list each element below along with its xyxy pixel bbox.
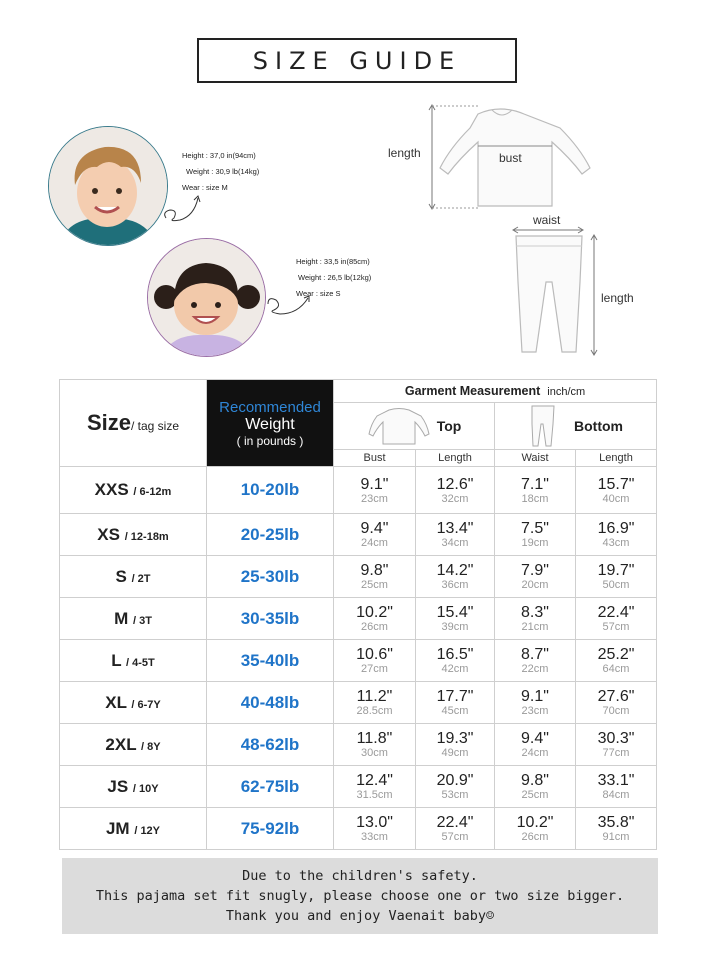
bottom-header xyxy=(495,403,657,450)
cm-value: 25cm xyxy=(361,579,388,591)
waist-header: Waist xyxy=(495,450,576,467)
size-cell xyxy=(60,514,207,556)
garment-measurement-header xyxy=(334,380,657,403)
bust-cell xyxy=(334,724,416,766)
inch-value: 9.4" xyxy=(360,520,389,537)
cm-value: 57cm xyxy=(602,621,630,633)
cm-value: 36cm xyxy=(441,579,469,591)
size-name: JS xyxy=(107,776,129,796)
size-header-label: Size xyxy=(86,410,131,435)
bottom-length-cell xyxy=(576,724,657,766)
kid-info-boy xyxy=(182,148,259,196)
cm-value: 34cm xyxy=(441,537,469,549)
top-length-cell xyxy=(416,682,495,724)
inch-value: 25.2" xyxy=(597,646,635,663)
size-tag: / 2T xyxy=(131,572,151,585)
top-length-cell xyxy=(416,598,495,640)
curl-arrow-icon xyxy=(264,290,314,318)
top-label: Top xyxy=(436,418,462,434)
waist-cell xyxy=(495,467,576,514)
bust-cell xyxy=(334,808,416,850)
inch-value: 11.2" xyxy=(356,688,393,705)
size-name: XXS xyxy=(94,480,129,499)
top-length-cell xyxy=(416,724,495,766)
kid1-wear: Wear : size M xyxy=(182,183,228,192)
inch-value: 15.7" xyxy=(597,475,635,493)
rec-line3: ( in pounds ) xyxy=(236,433,304,448)
bottom-length-cell xyxy=(576,766,657,808)
table-row xyxy=(60,556,657,598)
size-name: S xyxy=(115,566,127,586)
inch-value: 10.2" xyxy=(356,604,393,621)
inch-value: 7.1" xyxy=(521,475,549,493)
rec-line1: Recommended xyxy=(219,398,321,416)
note-line-1: Due to the children's safety. xyxy=(242,868,478,884)
cm-value: 43cm xyxy=(602,537,630,549)
bust-header: Bust xyxy=(334,450,416,467)
note-line-3: Thank you and enjoy Vaenait baby☺ xyxy=(225,908,495,924)
top-length-label: length xyxy=(388,146,421,160)
bust-cell xyxy=(334,598,416,640)
note-line-2: This pajama set fit snugly, please choose one or two size bigger. xyxy=(95,888,625,904)
inch-value: 35.8" xyxy=(597,814,635,831)
inch-value: 22.4" xyxy=(597,604,635,621)
inch-value: 12.6" xyxy=(436,475,474,493)
cm-value: 18cm xyxy=(521,492,549,505)
waist-cell xyxy=(495,682,576,724)
bottom-label: Bottom xyxy=(574,418,623,434)
weight-cell: 40-48lb xyxy=(207,682,334,724)
weight-cell: 48-62lb xyxy=(207,724,334,766)
garment-unit: inch/cm xyxy=(547,386,586,398)
inch-value: 19.7" xyxy=(597,562,635,579)
weight-cell: 62-75lb xyxy=(207,766,334,808)
size-name: XS xyxy=(97,524,120,544)
cm-value: 91cm xyxy=(602,831,630,843)
cm-value: 57cm xyxy=(441,831,469,843)
cm-value: 26cm xyxy=(361,621,388,633)
kid1-weight: Weight : 30,9 lb(14kg) xyxy=(186,167,260,176)
cm-value: 19cm xyxy=(521,537,549,549)
inch-value: 22.4" xyxy=(436,814,474,831)
cm-value: 23cm xyxy=(521,705,549,717)
waist-cell xyxy=(495,640,576,682)
kid2-wear: Wear : size S xyxy=(296,289,341,298)
size-cell xyxy=(60,640,207,682)
rec-line2: Weight xyxy=(245,415,295,433)
cm-value: 39cm xyxy=(441,621,469,633)
inch-value: 8.7" xyxy=(521,646,549,663)
size-cell xyxy=(60,766,207,808)
top-length-header: Length xyxy=(416,450,495,467)
cm-value: 30cm xyxy=(361,747,388,759)
table-row xyxy=(60,514,657,556)
size-header-sub: / tag size xyxy=(131,419,180,433)
size-tag: / 6-7Y xyxy=(131,698,161,711)
inch-value: 20.9" xyxy=(436,772,474,789)
recommended-weight-header xyxy=(207,380,334,467)
top-length-cell xyxy=(416,467,495,514)
bust-cell xyxy=(334,556,416,598)
top-length-cell xyxy=(416,640,495,682)
inch-value: 12.4" xyxy=(356,772,393,789)
waist-cell xyxy=(495,808,576,850)
size-table xyxy=(59,379,657,850)
top-header xyxy=(334,403,495,450)
weight-cell: 30-35lb xyxy=(207,598,334,640)
inch-value: 9.8" xyxy=(521,772,549,789)
waist-cell xyxy=(495,514,576,556)
inch-value: 15.4" xyxy=(436,604,474,621)
top-length-cell xyxy=(416,556,495,598)
size-tag: / 12Y xyxy=(134,824,161,837)
cm-value: 24cm xyxy=(521,747,549,759)
inch-value: 14.2" xyxy=(436,562,474,579)
bust-cell xyxy=(334,467,416,514)
inch-value: 11.8" xyxy=(356,730,393,747)
bottom-length-cell xyxy=(576,682,657,724)
inch-value: 19.3" xyxy=(436,730,474,747)
bottom-length-cell xyxy=(576,467,657,514)
waist-cell xyxy=(495,766,576,808)
table-header-row xyxy=(60,380,657,403)
bottom-garment-diagram xyxy=(506,222,606,362)
size-guide-title-box xyxy=(197,38,517,83)
size-cell xyxy=(60,808,207,850)
cm-value: 45cm xyxy=(441,705,469,717)
weight-cell: 35-40lb xyxy=(207,640,334,682)
girl-illustration xyxy=(148,239,265,356)
bottom-waist-label: waist xyxy=(533,213,561,227)
bottom-length-cell xyxy=(576,640,657,682)
top-bust-label: bust xyxy=(499,151,522,165)
inch-value: 10.6" xyxy=(356,646,393,663)
weight-cell: 25-30lb xyxy=(207,556,334,598)
table-row xyxy=(60,640,657,682)
size-name: M xyxy=(114,608,129,628)
cm-value: 24cm xyxy=(361,537,388,549)
size-name: JM xyxy=(105,818,130,838)
bottom-length-cell xyxy=(576,598,657,640)
inch-value: 9.1" xyxy=(521,688,549,705)
inch-value: 9.8" xyxy=(360,562,389,579)
size-tag: / 8Y xyxy=(141,740,161,753)
inch-value: 9.1" xyxy=(360,475,389,493)
size-tag: / 12-18m xyxy=(124,530,169,543)
size-name: XL xyxy=(105,692,127,712)
inch-value: 7.5" xyxy=(521,520,549,537)
safety-note xyxy=(62,858,658,934)
size-tag: / 4-5T xyxy=(126,656,155,669)
cm-value: 23cm xyxy=(361,492,388,505)
bottom-length-cell xyxy=(576,514,657,556)
cm-value: 49cm xyxy=(441,747,469,759)
size-tag: / 10Y xyxy=(132,782,159,795)
inch-value: 13.4" xyxy=(436,520,474,537)
cm-value: 84cm xyxy=(602,789,630,801)
size-header xyxy=(60,380,207,467)
garment-title: Garment Measurement xyxy=(404,384,541,398)
curl-arrow-icon xyxy=(160,190,204,226)
inch-value: 13.0" xyxy=(356,814,393,831)
cm-value: 42cm xyxy=(441,663,469,675)
table-row xyxy=(60,682,657,724)
inch-value: 17.7" xyxy=(436,688,474,705)
size-tag: / 6-12m xyxy=(133,486,172,498)
cm-value: 53cm xyxy=(441,789,469,801)
inch-value: 33.1" xyxy=(597,772,635,789)
size-name: L xyxy=(111,650,122,670)
bottom-length-header: Length xyxy=(576,450,657,467)
size-cell xyxy=(60,724,207,766)
cm-value: 31.5cm xyxy=(356,789,393,801)
shirt-icon xyxy=(367,406,431,446)
size-cell xyxy=(60,556,207,598)
page-title: SIZE GUIDE xyxy=(252,46,462,75)
inch-value: 16.5" xyxy=(436,646,474,663)
kid-photo-boy xyxy=(48,126,168,246)
inch-value: 30.3" xyxy=(597,730,635,747)
waist-cell xyxy=(495,598,576,640)
top-length-cell xyxy=(416,808,495,850)
weight-cell: 10-20lb xyxy=(207,467,334,514)
top-length-cell xyxy=(416,766,495,808)
bust-cell xyxy=(334,682,416,724)
inch-value: 27.6" xyxy=(597,688,635,705)
cm-value: 33cm xyxy=(361,831,388,843)
cm-value: 28.5cm xyxy=(356,705,393,717)
bust-cell xyxy=(334,514,416,556)
cm-value: 25cm xyxy=(521,789,549,801)
cm-value: 32cm xyxy=(441,492,469,505)
cm-value: 27cm xyxy=(361,663,388,675)
inch-value: 10.2" xyxy=(516,814,554,831)
inch-value: 9.4" xyxy=(521,730,549,747)
boy-illustration xyxy=(49,127,167,245)
table-row xyxy=(60,724,657,766)
table-row xyxy=(60,766,657,808)
cm-value: 20cm xyxy=(521,579,549,591)
weight-cell: 75-92lb xyxy=(207,808,334,850)
size-name: 2XL xyxy=(105,734,137,754)
cm-value: 64cm xyxy=(602,663,630,675)
bottom-length-cell xyxy=(576,808,657,850)
table-row xyxy=(60,598,657,640)
kid2-weight: Weight : 26,5 lb(12kg) xyxy=(298,273,372,282)
cm-value: 26cm xyxy=(521,831,549,843)
bottom-length-label: length xyxy=(601,291,634,305)
table-row xyxy=(60,808,657,850)
bust-cell xyxy=(334,640,416,682)
kid2-height: Height : 33,5 in(85cm) xyxy=(296,257,370,266)
cm-value: 70cm xyxy=(602,705,630,717)
cm-value: 77cm xyxy=(602,747,630,759)
inch-value: 7.9" xyxy=(521,562,549,579)
cm-value: 40cm xyxy=(602,492,630,505)
cm-value: 21cm xyxy=(521,621,549,633)
bust-cell xyxy=(334,766,416,808)
weight-cell: 20-25lb xyxy=(207,514,334,556)
inch-value: 8.3" xyxy=(521,604,549,621)
top-length-cell xyxy=(416,514,495,556)
kid-photo-girl xyxy=(147,238,266,357)
size-cell xyxy=(60,682,207,724)
waist-cell xyxy=(495,556,576,598)
size-tag: / 3T xyxy=(132,614,152,627)
cm-value: 50cm xyxy=(602,579,630,591)
cm-value: 22cm xyxy=(521,663,549,675)
size-cell xyxy=(60,598,207,640)
inch-value: 16.9" xyxy=(597,520,635,537)
size-cell xyxy=(60,467,207,514)
kid1-height: Height : 37,0 in(94cm) xyxy=(182,151,256,160)
table-row xyxy=(60,467,657,514)
pants-icon xyxy=(528,404,558,448)
bottom-length-cell xyxy=(576,556,657,598)
waist-cell xyxy=(495,724,576,766)
